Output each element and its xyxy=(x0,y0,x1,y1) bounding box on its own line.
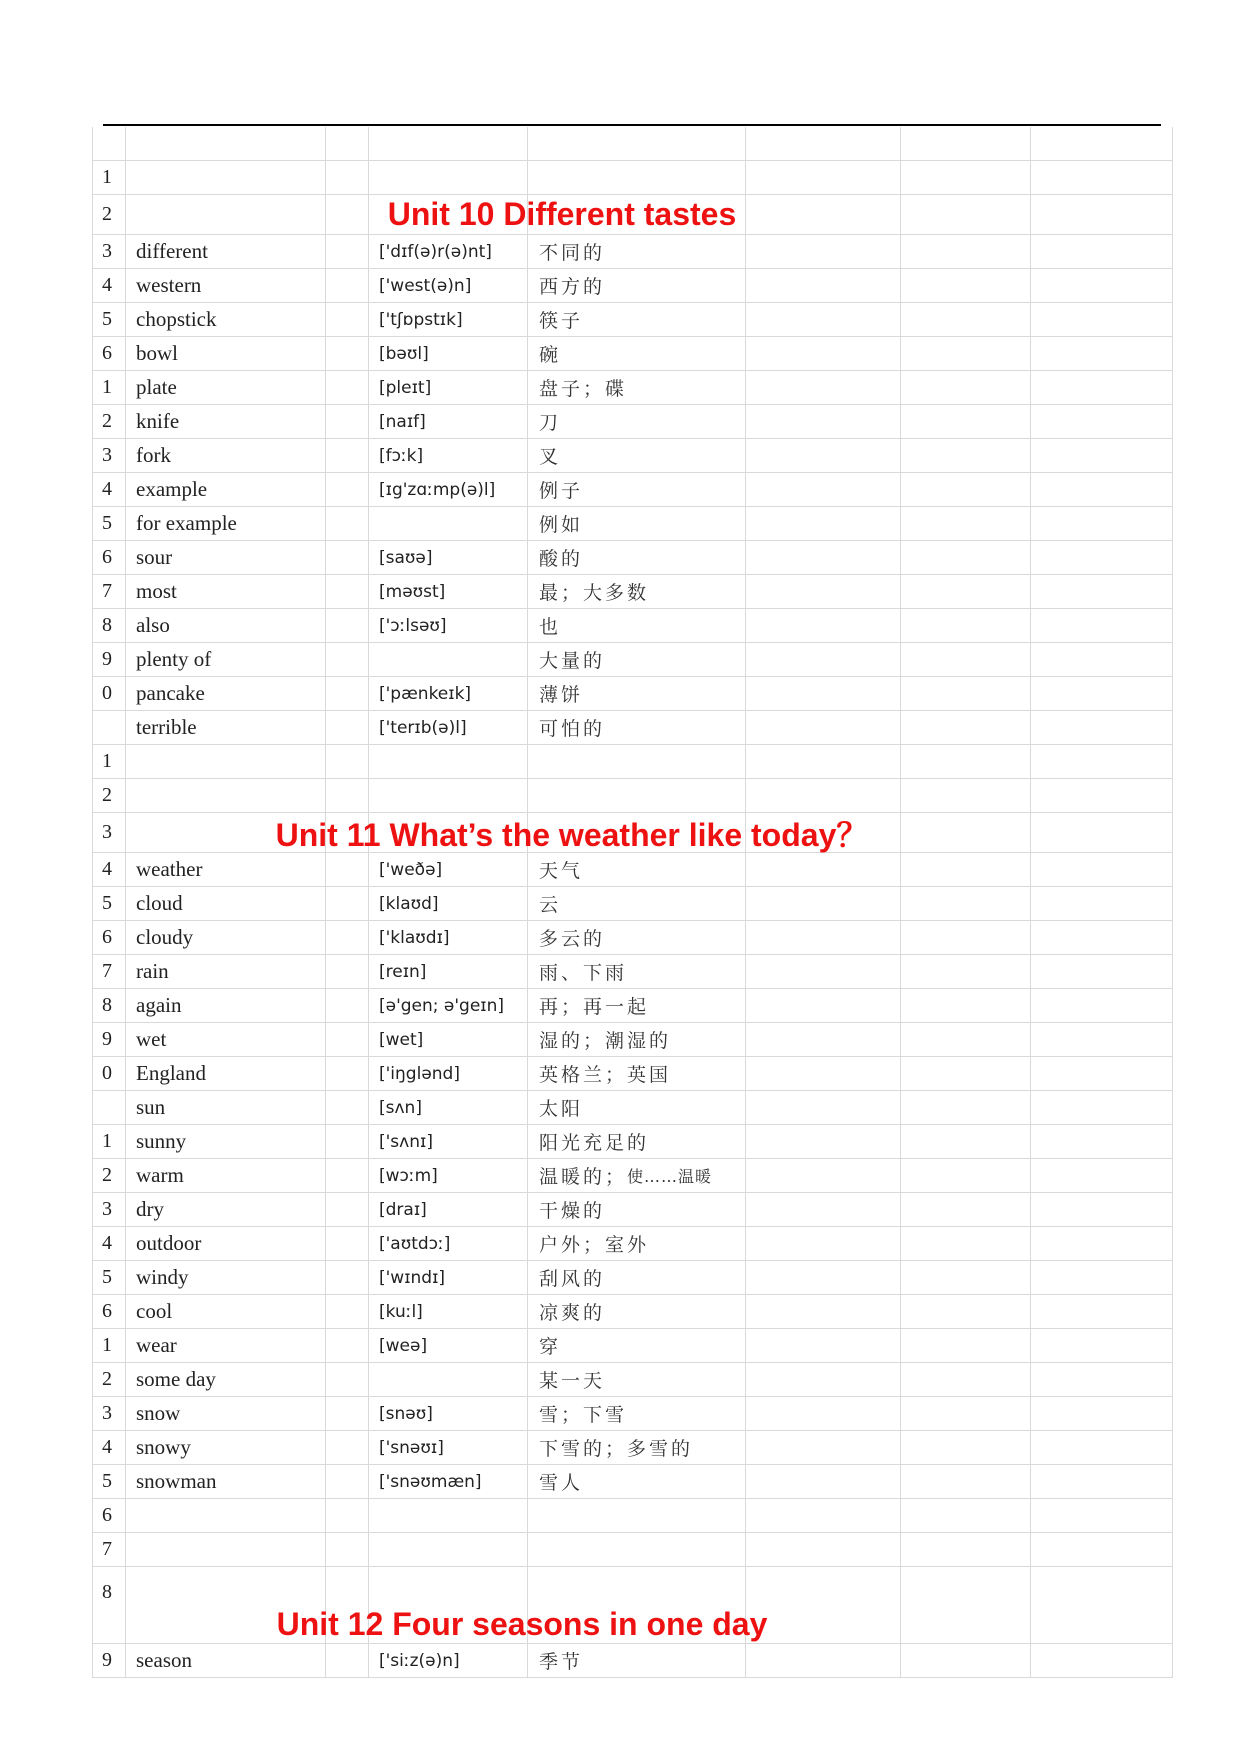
grid-line xyxy=(1172,127,1173,1678)
row-number: 1 xyxy=(102,1334,112,1356)
chinese-meaning: 刀 xyxy=(539,412,562,434)
chinese-meaning: 不同的 xyxy=(539,242,606,264)
english-word: plate xyxy=(136,375,177,399)
row-number: 4 xyxy=(102,274,112,296)
chinese-meaning: 可怕的 xyxy=(539,718,606,740)
chinese-meaning: 阳光充足的 xyxy=(539,1132,650,1154)
row-number: 7 xyxy=(102,1538,112,1560)
vocab-row xyxy=(92,609,1172,643)
unit-title-row xyxy=(92,195,1172,235)
vocab-row xyxy=(92,1295,1172,1329)
vocab-row xyxy=(92,337,1172,371)
english-word: knife xyxy=(136,409,180,433)
english-word: most xyxy=(136,579,177,603)
english-word: windy xyxy=(136,1265,189,1289)
vocab-row xyxy=(92,677,1172,711)
unit-title: Unit 10 Different tastes xyxy=(387,196,737,232)
english-word: season xyxy=(136,1648,192,1672)
chinese-meaning: 下雪的；多雪的 xyxy=(539,1438,694,1460)
sheet-row xyxy=(92,161,1172,195)
row-number: 4 xyxy=(102,1232,112,1254)
unit-title-row xyxy=(92,813,1172,853)
phonetic: [bəʊl] xyxy=(379,343,429,364)
english-word: cloudy xyxy=(136,925,194,949)
unit-title: Unit 11 What’s the weather like today？ xyxy=(275,816,869,853)
phonetic: [snəʊ] xyxy=(379,1403,433,1424)
vocab-row xyxy=(92,887,1172,921)
row-number: 9 xyxy=(102,648,112,670)
phonetic: [wet] xyxy=(379,1029,424,1050)
row-number: 6 xyxy=(102,926,112,948)
vocab-row xyxy=(92,405,1172,439)
row-number: 5 xyxy=(102,892,112,914)
chinese-meaning: 云 xyxy=(539,894,562,916)
row-number: 1 xyxy=(102,1130,112,1152)
chinese-meaning: 也 xyxy=(539,616,562,638)
chinese-meaning: 某一天 xyxy=(539,1370,606,1392)
vocab-row xyxy=(92,1329,1172,1363)
chinese-meaning: 盘子；碟 xyxy=(539,378,628,400)
row-number: 5 xyxy=(102,308,112,330)
row-number: 6 xyxy=(102,1300,112,1322)
english-word: fork xyxy=(136,443,171,467)
phonetic: ['siːz(ə)n] xyxy=(379,1650,460,1671)
row-number: 8 xyxy=(102,1581,112,1603)
vocab-row xyxy=(92,1397,1172,1431)
phonetic: [reɪn] xyxy=(379,961,427,982)
english-word: bowl xyxy=(136,341,178,365)
english-word: rain xyxy=(136,959,169,983)
chinese-meaning: 干燥的 xyxy=(539,1200,606,1222)
phonetic: [klaʊd] xyxy=(379,893,439,914)
row-number: 0 xyxy=(102,1062,112,1084)
english-word: sun xyxy=(136,1095,166,1119)
row-number: 3 xyxy=(102,444,112,466)
english-word: England xyxy=(136,1061,206,1085)
vocab-row xyxy=(92,541,1172,575)
vocab-row xyxy=(92,1644,1172,1678)
phonetic: [məʊst] xyxy=(379,581,446,602)
phonetic: [ə'gen; ə'geɪn] xyxy=(379,995,505,1016)
english-word: also xyxy=(136,613,170,637)
vocab-row xyxy=(92,1125,1172,1159)
row-number: 4 xyxy=(102,858,112,880)
english-word: cool xyxy=(136,1299,173,1323)
row-number xyxy=(102,1091,124,1124)
row-number: 5 xyxy=(102,512,112,534)
row-number: 2 xyxy=(102,784,112,806)
phonetic: [saʊə] xyxy=(379,547,433,568)
row-number: 2 xyxy=(102,1368,112,1390)
vocab-row xyxy=(92,1193,1172,1227)
phonetic: ['snəʊmæn] xyxy=(379,1471,482,1492)
vocab-row xyxy=(92,1227,1172,1261)
english-word: dry xyxy=(136,1197,164,1221)
english-word: terrible xyxy=(136,715,197,739)
english-word: wear xyxy=(136,1333,177,1357)
row-number xyxy=(102,127,124,160)
phonetic: ['sʌnɪ] xyxy=(379,1131,433,1152)
phonetic: [weə] xyxy=(379,1335,428,1356)
chinese-meaning: 雪；下雪 xyxy=(539,1404,628,1426)
english-word: snowy xyxy=(136,1435,191,1459)
row-number: 4 xyxy=(102,478,112,500)
row-number: 7 xyxy=(102,580,112,602)
english-word: plenty of xyxy=(136,647,212,671)
row-number: 3 xyxy=(102,1402,112,1424)
row-number: 0 xyxy=(102,682,112,704)
phonetic: ['terɪb(ə)l] xyxy=(379,717,467,738)
chinese-meaning: 例子 xyxy=(539,480,584,502)
phonetic: [pleɪt] xyxy=(379,377,432,398)
vocab-row xyxy=(92,303,1172,337)
row-number: 1 xyxy=(102,376,112,398)
chinese-meaning: 碗 xyxy=(539,344,562,366)
chinese-meaning: 叉 xyxy=(539,446,562,468)
chinese-meaning: 再；再一起 xyxy=(539,996,650,1018)
vocab-row xyxy=(92,575,1172,609)
row-number: 5 xyxy=(102,1266,112,1288)
chinese-meaning: 凉爽的 xyxy=(539,1302,606,1324)
english-word: different xyxy=(136,239,208,263)
phonetic: ['tʃɒpstɪk] xyxy=(379,309,463,330)
row-number: 9 xyxy=(102,1649,112,1671)
english-word: wet xyxy=(136,1027,167,1051)
phonetic: [wɔːm] xyxy=(379,1165,438,1186)
phonetic: ['west(ə)n] xyxy=(379,275,472,296)
vocab-row xyxy=(92,235,1172,269)
vocab-row xyxy=(92,921,1172,955)
sheet-row xyxy=(92,745,1172,779)
phonetic: [fɔːk] xyxy=(379,445,424,466)
english-word: pancake xyxy=(136,681,205,705)
chinese-meaning: 穿 xyxy=(539,1336,562,1358)
row-number: 6 xyxy=(102,342,112,364)
vocab-row xyxy=(92,1363,1172,1397)
english-word: warm xyxy=(136,1163,184,1187)
vocab-row xyxy=(92,473,1172,507)
row-number: 4 xyxy=(102,1436,112,1458)
vocab-row xyxy=(92,507,1172,541)
english-word: chopstick xyxy=(136,307,217,331)
row-number: 1 xyxy=(102,166,112,188)
row-number: 1 xyxy=(102,750,112,772)
vocab-row xyxy=(92,1091,1172,1125)
phonetic: [sʌn] xyxy=(379,1097,422,1118)
phonetic: ['pænkeɪk] xyxy=(379,683,472,704)
phonetic: ['ɔːlsəʊ] xyxy=(379,615,447,636)
english-word: snow xyxy=(136,1401,181,1425)
vocab-row xyxy=(92,269,1172,303)
vocab-row xyxy=(92,853,1172,887)
english-word: sunny xyxy=(136,1129,187,1153)
sheet-row xyxy=(92,779,1172,813)
vocab-row xyxy=(92,711,1172,745)
chinese-meaning: 英格兰；英国 xyxy=(539,1064,672,1086)
chinese-meaning: 湿的；潮湿的 xyxy=(539,1030,672,1052)
phonetic: [kuːl] xyxy=(379,1301,423,1322)
vocab-row xyxy=(92,1023,1172,1057)
vocab-row xyxy=(92,371,1172,405)
chinese-meaning: 雪人 xyxy=(539,1472,584,1494)
row-number: 3 xyxy=(102,1198,112,1220)
english-word: outdoor xyxy=(136,1231,202,1255)
phonetic: ['wɪndɪ] xyxy=(379,1267,446,1288)
chinese-meaning: 季节 xyxy=(539,1651,584,1673)
english-word: weather xyxy=(136,857,203,881)
vocab-row xyxy=(92,1431,1172,1465)
chinese-meaning: 大量的 xyxy=(539,650,606,672)
english-word: again xyxy=(136,993,182,1017)
row-number: 9 xyxy=(102,1028,112,1050)
chinese-meaning: 最；大多数 xyxy=(539,582,650,604)
vocabulary-sheet xyxy=(92,127,1172,1678)
vocab-row xyxy=(92,1159,1172,1193)
chinese-meaning: 西方的 xyxy=(539,276,606,298)
phonetic: ['dɪf(ə)r(ə)nt] xyxy=(379,241,492,262)
row-number: 2 xyxy=(102,1164,112,1186)
chinese-meaning: 酸的 xyxy=(539,548,584,570)
chinese-meaning: 天气 xyxy=(539,860,584,882)
english-word: snowman xyxy=(136,1469,217,1493)
chinese-meaning-extra: 使……温暖 xyxy=(627,1167,713,1186)
vocab-row xyxy=(92,1465,1172,1499)
phonetic: [naɪf] xyxy=(379,411,426,432)
english-word: some day xyxy=(136,1367,216,1391)
vocab-row xyxy=(92,1057,1172,1091)
vocab-row xyxy=(92,1261,1172,1295)
chinese-meaning: 温暖的； 使……温暖 xyxy=(539,1166,713,1188)
row-number: 3 xyxy=(102,240,112,262)
phonetic: ['iŋglənd] xyxy=(379,1063,460,1084)
chinese-meaning: 例如 xyxy=(539,514,584,536)
sheet-row xyxy=(92,1533,1172,1567)
english-word: cloud xyxy=(136,891,183,915)
phonetic: ['klaʊdɪ] xyxy=(379,927,450,948)
english-word: western xyxy=(136,273,202,297)
sheet-row xyxy=(92,127,1172,161)
row-number: 8 xyxy=(102,994,112,1016)
chinese-meaning: 户外；室外 xyxy=(539,1234,650,1256)
phonetic: ['snəʊɪ] xyxy=(379,1437,444,1458)
chinese-meaning: 筷子 xyxy=(539,310,584,332)
vocab-row xyxy=(92,955,1172,989)
row-number: 2 xyxy=(102,203,112,225)
row-number: 3 xyxy=(102,821,112,843)
chinese-meaning: 刮风的 xyxy=(539,1268,606,1290)
phonetic: ['weðə] xyxy=(379,859,443,880)
row-number: 8 xyxy=(102,614,112,636)
chinese-meaning: 薄饼 xyxy=(539,684,584,706)
phonetic: ['aʊtdɔː] xyxy=(379,1233,451,1254)
row-number: 6 xyxy=(102,1504,112,1526)
header-rule xyxy=(103,124,1161,126)
unit-title: Unit 12 Four seasons in one day xyxy=(276,1606,768,1642)
chinese-meaning: 雨、下雨 xyxy=(539,962,628,984)
phonetic: [draɪ] xyxy=(379,1199,427,1220)
english-word: sour xyxy=(136,545,173,569)
row-number: 2 xyxy=(102,410,112,432)
row-number: 7 xyxy=(102,960,112,982)
chinese-meaning: 多云的 xyxy=(539,928,606,950)
row-number xyxy=(102,711,124,744)
vocab-row xyxy=(92,439,1172,473)
english-word: for example xyxy=(136,511,237,535)
sheet-row xyxy=(92,1499,1172,1533)
english-word: example xyxy=(136,477,208,501)
row-number: 5 xyxy=(102,1470,112,1492)
phonetic: [ɪg'zɑːmp(ə)l] xyxy=(379,479,496,500)
unit-title-row xyxy=(92,1567,1172,1644)
vocab-row xyxy=(92,643,1172,677)
chinese-meaning: 太阳 xyxy=(539,1098,584,1120)
row-number: 6 xyxy=(102,546,112,568)
vocab-row xyxy=(92,989,1172,1023)
